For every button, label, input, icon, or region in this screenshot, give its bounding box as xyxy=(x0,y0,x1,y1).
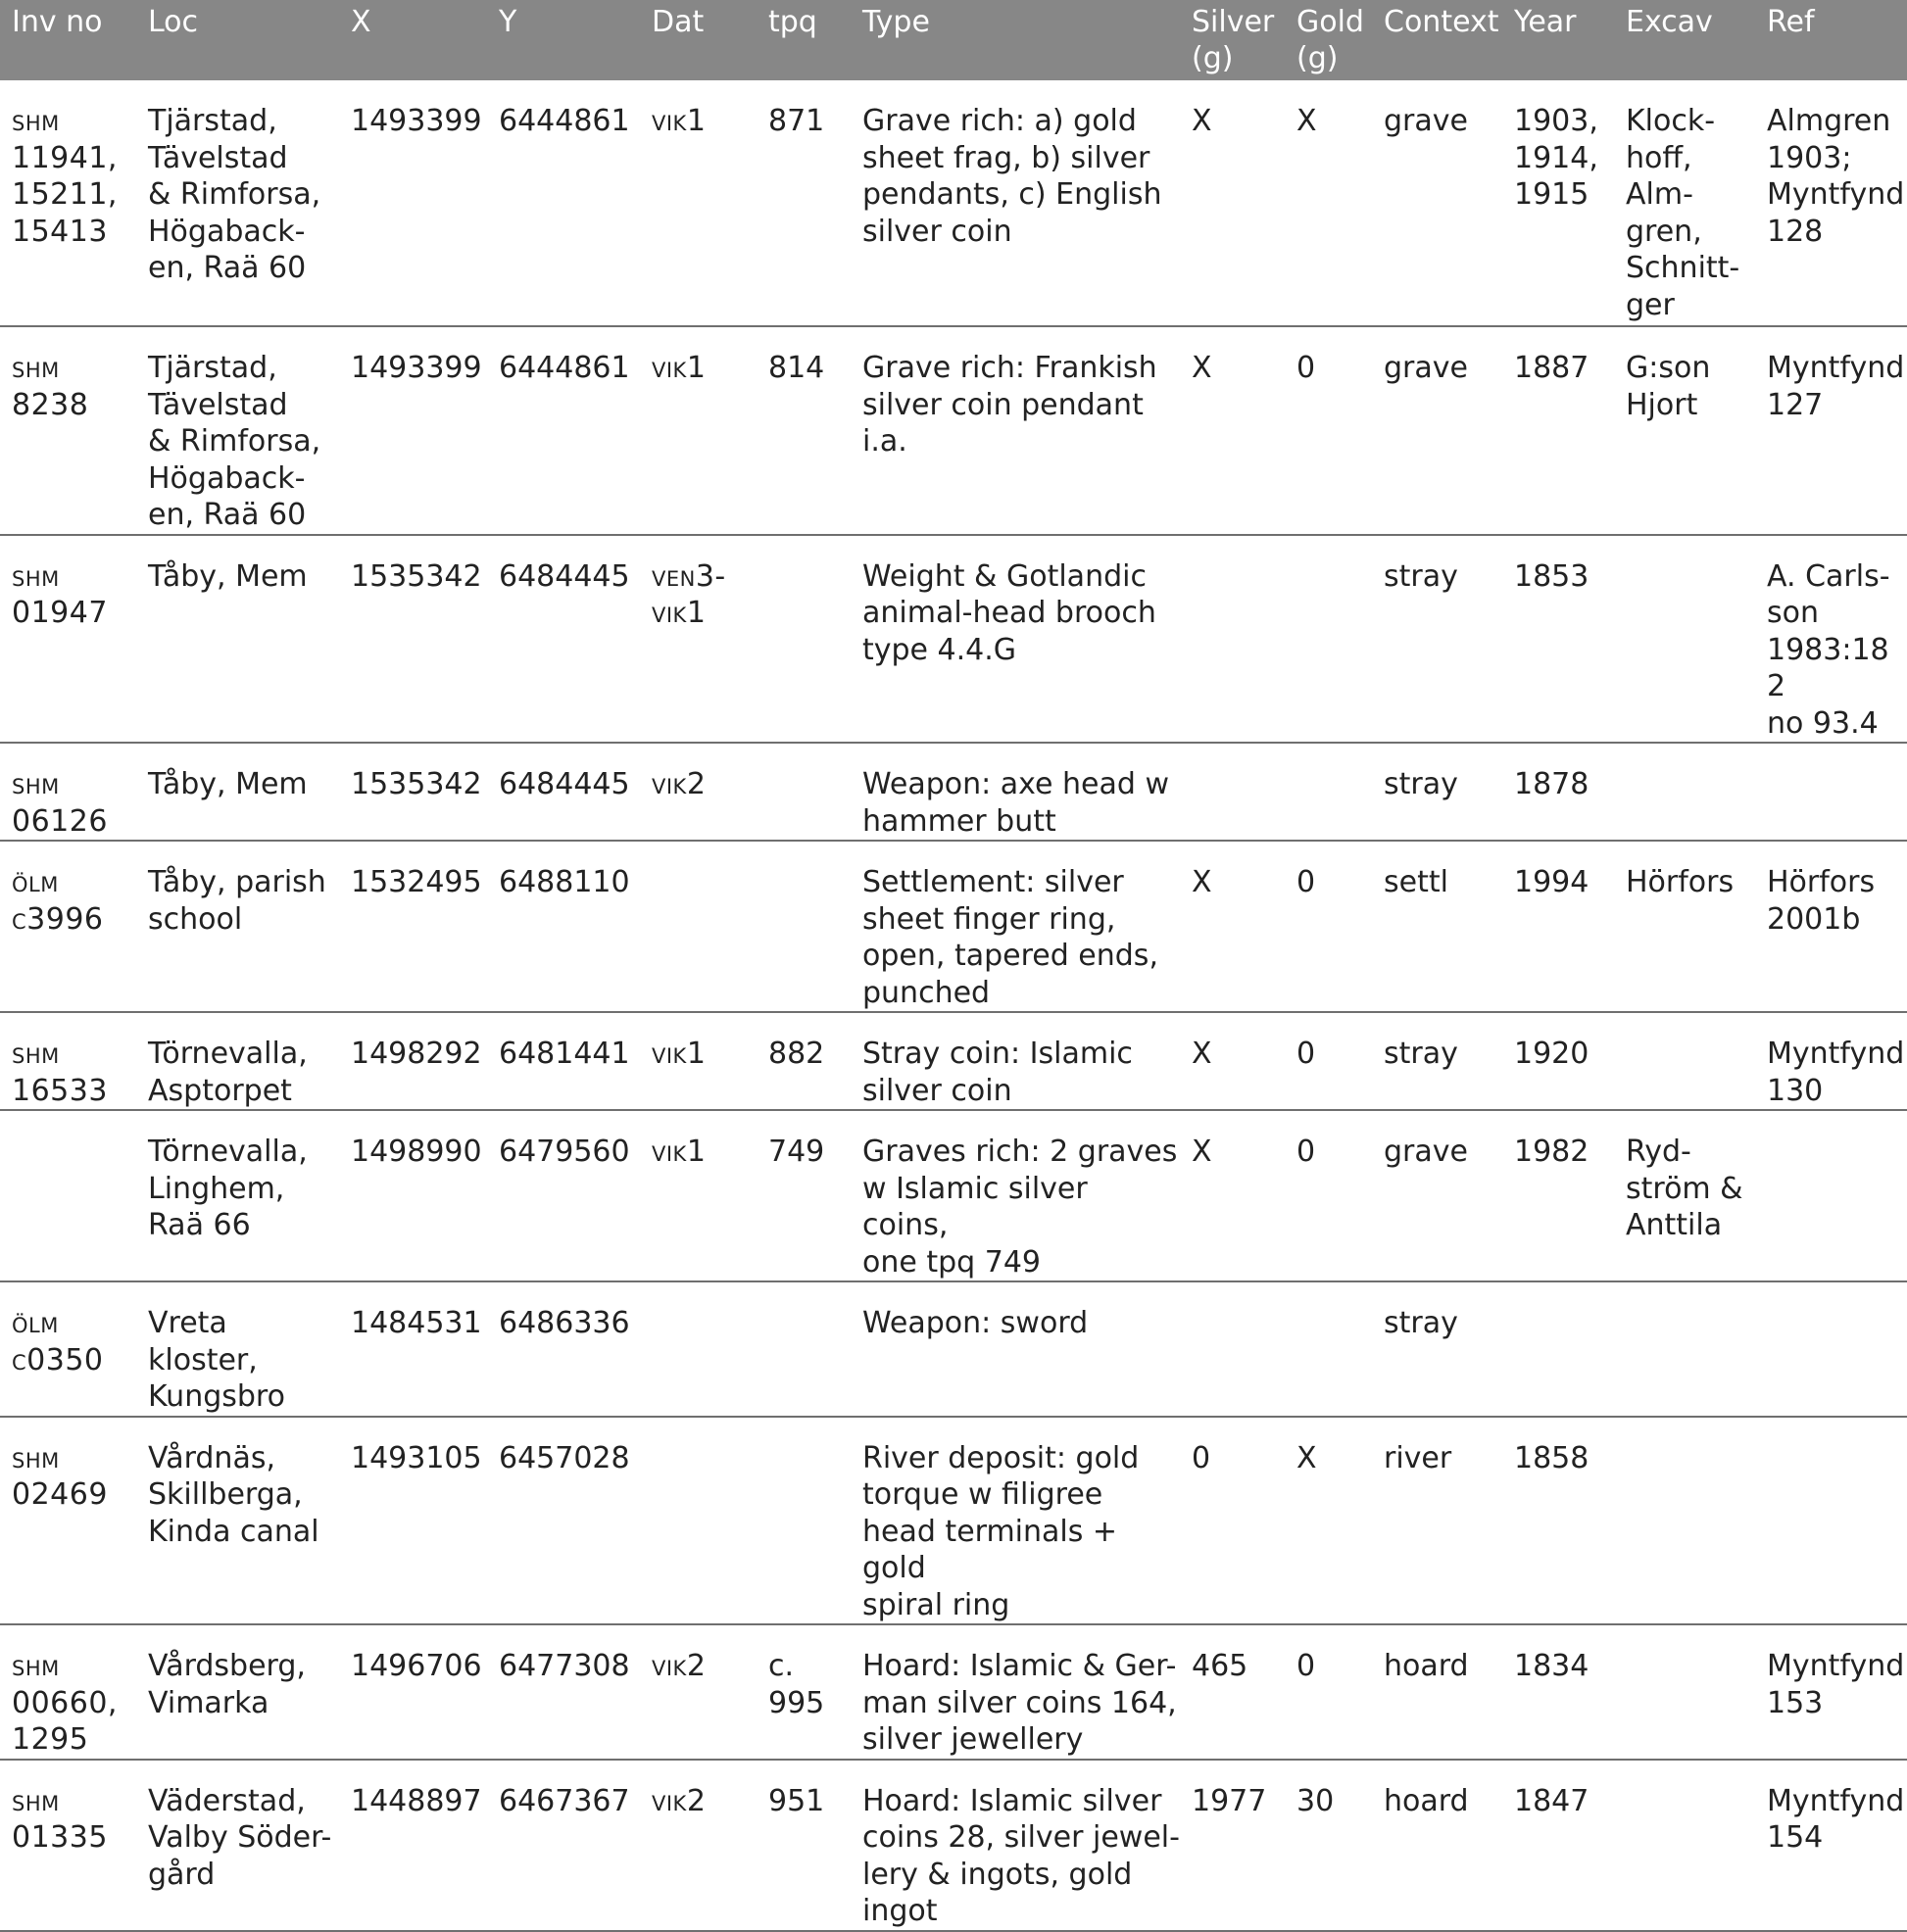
cell-inv: ölm c3996 xyxy=(0,841,136,1012)
cell-ref: Myntfynd 130 xyxy=(1755,1012,1907,1110)
cell-gold: 30 xyxy=(1285,1760,1372,1931)
cell-inv: shm 01947 xyxy=(0,535,136,744)
cell-ref: A. Carls- son 1983:182 no 93.4 xyxy=(1755,535,1907,744)
cell-y: 6444861 xyxy=(487,80,640,326)
table-row xyxy=(0,841,1907,1012)
cell-inv: shm 02469 xyxy=(0,1417,136,1625)
cell-silver: X xyxy=(1180,841,1285,1012)
column-header-ref: Ref xyxy=(1755,0,1907,80)
cell-gold xyxy=(1285,1281,1372,1417)
cell-excav xyxy=(1614,1624,1755,1760)
cell-type: Hoard: Islamic silver coins 28, silver jewel- lery & ingots, gold ingot xyxy=(851,1760,1180,1931)
table-row xyxy=(0,1110,1907,1281)
table-row xyxy=(0,1012,1907,1110)
cell-silver: 0 xyxy=(1180,1417,1285,1625)
cell-tpq xyxy=(757,841,851,1012)
column-header-year: Year xyxy=(1502,0,1614,80)
column-header-type: Type xyxy=(851,0,1180,80)
cell-tpq: 882 xyxy=(757,1012,851,1110)
cell-type: Graves rich: 2 graves w Islamic silver coins, one tpq 749 xyxy=(851,1110,1180,1281)
cell-y: 6481441 xyxy=(487,1012,640,1110)
cell-context: grave xyxy=(1372,1110,1502,1281)
cell-gold: 0 xyxy=(1285,1624,1372,1760)
cell-year: 1834 xyxy=(1502,1624,1614,1760)
cell-year: 1982 xyxy=(1502,1110,1614,1281)
cell-loc: Väderstad, Valby Söder- gård xyxy=(136,1760,339,1931)
cell-loc: Tjärstad, Tävelstad & Rimforsa, Högaback- en, Raä 60 xyxy=(136,80,339,326)
cell-silver: 1977 xyxy=(1180,1760,1285,1931)
cell-y: 6484445 xyxy=(487,743,640,841)
cell-dat: ven3- vik1 xyxy=(640,535,757,744)
cell-gold: X xyxy=(1285,80,1372,326)
cell-x: 1493105 xyxy=(339,1417,487,1625)
cell-loc: Törnevalla, Asptorpet xyxy=(136,1012,339,1110)
cell-year: 1858 xyxy=(1502,1417,1614,1625)
cell-ref: Myntfynd 154 xyxy=(1755,1760,1907,1931)
cell-x: 1496706 xyxy=(339,1624,487,1760)
cell-silver: X xyxy=(1180,80,1285,326)
cell-tpq: 871 xyxy=(757,80,851,326)
cell-tpq xyxy=(757,743,851,841)
cell-tpq xyxy=(757,1417,851,1625)
cell-silver: X xyxy=(1180,1012,1285,1110)
cell-gold xyxy=(1285,535,1372,744)
cell-context: stray xyxy=(1372,1012,1502,1110)
cell-context: stray xyxy=(1372,1281,1502,1417)
table-body xyxy=(0,80,1907,1931)
column-header-inv: Inv no xyxy=(0,0,136,80)
cell-tpq: 749 xyxy=(757,1110,851,1281)
cell-context: stray xyxy=(1372,743,1502,841)
cell-x: 1532495 xyxy=(339,841,487,1012)
cell-type: Weight & Gotlandic animal-head brooch type 4.4.G xyxy=(851,535,1180,744)
cell-dat: vik1 xyxy=(640,1012,757,1110)
cell-excav xyxy=(1614,1760,1755,1931)
cell-loc: Tåby, parish school xyxy=(136,841,339,1012)
cell-inv: shm 00660, 1295 xyxy=(0,1624,136,1760)
cell-x: 1493399 xyxy=(339,326,487,535)
cell-x: 1493399 xyxy=(339,80,487,326)
cell-x: 1535342 xyxy=(339,743,487,841)
cell-year: 1847 xyxy=(1502,1760,1614,1931)
table-row xyxy=(0,1760,1907,1931)
cell-inv: shm 01335 xyxy=(0,1760,136,1931)
column-header-context: Context xyxy=(1372,0,1502,80)
cell-x: 1535342 xyxy=(339,535,487,744)
cell-gold: 0 xyxy=(1285,1110,1372,1281)
cell-context: settl xyxy=(1372,841,1502,1012)
cell-gold: 0 xyxy=(1285,841,1372,1012)
cell-y: 6488110 xyxy=(487,841,640,1012)
cell-silver xyxy=(1180,743,1285,841)
cell-type: Grave rich: Frankish silver coin pendant i.a. xyxy=(851,326,1180,535)
cell-dat: vik1 xyxy=(640,1110,757,1281)
cell-y: 6444861 xyxy=(487,326,640,535)
cell-ref: Almgren 1903; Myntfynd 128 xyxy=(1755,80,1907,326)
cell-year: 1994 xyxy=(1502,841,1614,1012)
cell-tpq: 951 xyxy=(757,1760,851,1931)
cell-year: 1853 xyxy=(1502,535,1614,744)
cell-silver: 465 xyxy=(1180,1624,1285,1760)
cell-type: Stray coin: Islamic silver coin xyxy=(851,1012,1180,1110)
table-row xyxy=(0,535,1907,744)
column-header-excav: Excav xyxy=(1614,0,1755,80)
table-row xyxy=(0,1624,1907,1760)
cell-y: 6479560 xyxy=(487,1110,640,1281)
cell-dat xyxy=(640,1281,757,1417)
cell-inv: shm 11941, 15211, 15413 xyxy=(0,80,136,326)
cell-loc: Tåby, Mem xyxy=(136,743,339,841)
cell-gold: 0 xyxy=(1285,326,1372,535)
cell-context: grave xyxy=(1372,80,1502,326)
cell-type: Weapon: sword xyxy=(851,1281,1180,1417)
cell-ref: Hörfors 2001b xyxy=(1755,841,1907,1012)
cell-loc: Vårdsberg, Vimarka xyxy=(136,1624,339,1760)
cell-context: hoard xyxy=(1372,1760,1502,1931)
cell-x: 1484531 xyxy=(339,1281,487,1417)
cell-excav: Hörfors xyxy=(1614,841,1755,1012)
cell-loc: Tåby, Mem xyxy=(136,535,339,744)
cell-silver xyxy=(1180,535,1285,744)
cell-tpq: c. 995 xyxy=(757,1624,851,1760)
table-row xyxy=(0,80,1907,326)
cell-y: 6486336 xyxy=(487,1281,640,1417)
cell-dat: vik1 xyxy=(640,326,757,535)
table-row xyxy=(0,1417,1907,1625)
cell-year: 1878 xyxy=(1502,743,1614,841)
cell-year: 1887 xyxy=(1502,326,1614,535)
cell-context: stray xyxy=(1372,535,1502,744)
cell-ref: Myntfynd 153 xyxy=(1755,1624,1907,1760)
cell-inv: shm 16533 xyxy=(0,1012,136,1110)
cell-tpq xyxy=(757,535,851,744)
cell-y: 6457028 xyxy=(487,1417,640,1625)
cell-excav xyxy=(1614,1012,1755,1110)
cell-excav xyxy=(1614,535,1755,744)
cell-loc: Törnevalla, Linghem, Raä 66 xyxy=(136,1110,339,1281)
cell-context: hoard xyxy=(1372,1624,1502,1760)
cell-gold: X xyxy=(1285,1417,1372,1625)
column-header-dat: Dat xyxy=(640,0,757,80)
cell-type: Grave rich: a) gold sheet frag, b) silver pendants, c) English silver coin xyxy=(851,80,1180,326)
cell-excav xyxy=(1614,1281,1755,1417)
cell-silver: X xyxy=(1180,326,1285,535)
cell-loc: Tjärstad, Tävelstad & Rimforsa, Högaback- en, Raä 60 xyxy=(136,326,339,535)
cell-tpq: 814 xyxy=(757,326,851,535)
cell-type: Hoard: Islamic & Ger- man silver coins 164, silver jewellery xyxy=(851,1624,1180,1760)
column-header-loc: Loc xyxy=(136,0,339,80)
cell-loc: Vårdnäs, Skillberga, Kinda canal xyxy=(136,1417,339,1625)
cell-tpq xyxy=(757,1281,851,1417)
cell-excav: Klock- hoff, Alm- gren, Schnitt- ger xyxy=(1614,80,1755,326)
cell-x: 1498292 xyxy=(339,1012,487,1110)
cell-inv xyxy=(0,1110,136,1281)
column-header-gold: Gold (g) xyxy=(1285,0,1372,80)
cell-type: Weapon: axe head w hammer butt xyxy=(851,743,1180,841)
cell-dat xyxy=(640,1417,757,1625)
table-row xyxy=(0,326,1907,535)
cell-y: 6477308 xyxy=(487,1624,640,1760)
cell-dat: vik2 xyxy=(640,1624,757,1760)
cell-excav: G:son Hjort xyxy=(1614,326,1755,535)
cell-ref xyxy=(1755,743,1907,841)
cell-dat: vik2 xyxy=(640,1760,757,1931)
cell-year: 1903, 1914, 1915 xyxy=(1502,80,1614,326)
cell-year xyxy=(1502,1281,1614,1417)
cell-x: 1498990 xyxy=(339,1110,487,1281)
cell-silver xyxy=(1180,1281,1285,1417)
cell-gold: 0 xyxy=(1285,1012,1372,1110)
cell-ref: Myntfynd 127 xyxy=(1755,326,1907,535)
cell-ref xyxy=(1755,1110,1907,1281)
cell-dat: vik1 xyxy=(640,80,757,326)
cell-ref xyxy=(1755,1281,1907,1417)
cell-y: 6467367 xyxy=(487,1760,640,1931)
column-header-y: Y xyxy=(487,0,640,80)
column-header-tpq: tpq xyxy=(757,0,851,80)
cell-context: river xyxy=(1372,1417,1502,1625)
cell-year: 1920 xyxy=(1502,1012,1614,1110)
cell-x: 1448897 xyxy=(339,1760,487,1931)
cell-excav xyxy=(1614,1417,1755,1625)
table-row xyxy=(0,743,1907,841)
cell-inv: shm 06126 xyxy=(0,743,136,841)
cell-inv: ölm c0350 xyxy=(0,1281,136,1417)
cell-y: 6484445 xyxy=(487,535,640,744)
cell-excav: Ryd- ström & Anttila xyxy=(1614,1110,1755,1281)
column-header-silver: Silver (g) xyxy=(1180,0,1285,80)
cell-inv: shm 8238 xyxy=(0,326,136,535)
cell-dat: vik2 xyxy=(640,743,757,841)
table-header-row xyxy=(0,0,1907,80)
cell-type: Settlement: silver sheet finger ring, open, tapered ends, punched xyxy=(851,841,1180,1012)
cell-loc: Vreta kloster, Kungsbro xyxy=(136,1281,339,1417)
cell-dat xyxy=(640,841,757,1012)
cell-gold xyxy=(1285,743,1372,841)
cell-silver: X xyxy=(1180,1110,1285,1281)
cell-ref xyxy=(1755,1417,1907,1625)
cell-type: River deposit: gold torque w filigree head terminals + gold spiral ring xyxy=(851,1417,1180,1625)
cell-excav xyxy=(1614,743,1755,841)
column-header-x: X xyxy=(339,0,487,80)
table-row xyxy=(0,1281,1907,1417)
cell-context: grave xyxy=(1372,326,1502,535)
